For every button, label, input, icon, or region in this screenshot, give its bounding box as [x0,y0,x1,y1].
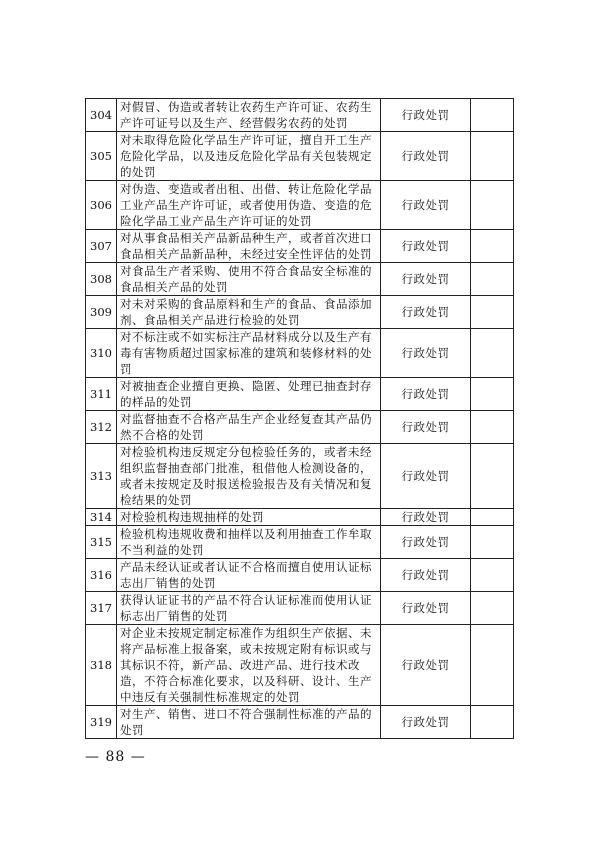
row-number: 319 [86,706,117,739]
row-type: 行政处罚 [381,706,471,739]
table-row [86,296,514,329]
table-row [86,526,514,559]
row-type: 行政处罚 [381,181,471,230]
row-blank-cell [471,592,514,625]
row-item: 对监督抽查不合格产品生产企业经复查其产品仍然不合格的处罚 [117,411,381,444]
table-row [86,706,514,739]
row-item: 获得认证证书的产品不符合认证标准而使用认证标志出厂销售的处罚 [117,592,381,625]
row-blank-cell [471,444,514,509]
row-number: 306 [86,181,117,230]
row-blank-cell [471,329,514,378]
row-item: 对从事食品相关产品新品种生产，或者首次进口食品相关产品新品种，未经过安全性评估的处罚 [117,230,381,263]
row-number: 311 [86,378,117,411]
table-row [86,592,514,625]
row-number: 304 [86,99,117,132]
row-type: 行政处罚 [381,263,471,296]
table-row [86,132,514,181]
table-row [86,625,514,706]
row-blank-cell [471,411,514,444]
row-type: 行政处罚 [381,444,471,509]
row-item: 对检验机构违反规定分包检验任务的，或者未经组织监督抽查部门批准，租借他人检测设备的，或者未按规定及时报送检验报告及有关情况和复检结果的处罚 [117,444,381,509]
table-row [86,329,514,378]
row-blank-cell [471,378,514,411]
row-blank-cell [471,509,514,526]
page-number: — 88 — [85,749,146,765]
row-type: 行政处罚 [381,132,471,181]
row-item: 对不标注或不如实标注产品材料成分以及生产有毒有害物质超过国家标准的建筑和装修材料的处罚 [117,329,381,378]
row-type: 行政处罚 [381,526,471,559]
row-blank-cell [471,706,514,739]
row-number: 317 [86,592,117,625]
row-number: 305 [86,132,117,181]
row-blank-cell [471,99,514,132]
row-number: 308 [86,263,117,296]
row-blank-cell [471,263,514,296]
row-item: 对未对采购的食品原料和生产的食品、食品添加剂、食品相关产品进行检验的处罚 [117,296,381,329]
row-blank-cell [471,526,514,559]
table-row [86,230,514,263]
table-row [86,509,514,526]
row-type: 行政处罚 [381,296,471,329]
table-row [86,263,514,296]
row-number: 315 [86,526,117,559]
table-row [86,444,514,509]
row-type: 行政处罚 [381,411,471,444]
row-number: 316 [86,559,117,592]
table-row [86,181,514,230]
row-type: 行政处罚 [381,509,471,526]
table-body [86,99,514,739]
row-item: 对企业未按规定制定标准作为组织生产依据、未将产品标准上报备案，或未按规定附有标识或与其标识不符，新产品、改进产品、进行技术改造，不符合标准化要求，以及科研、设计、生产中违反有关强制性标准规定的处罚 [117,625,381,706]
row-item: 对检验机构违规抽样的处罚 [117,509,381,526]
table-row [86,99,514,132]
row-number: 309 [86,296,117,329]
row-item: 产品未经认证或者认证不合格而擅自使用认证标志出厂销售的处罚 [117,559,381,592]
row-type: 行政处罚 [381,378,471,411]
row-blank-cell [471,625,514,706]
row-number: 307 [86,230,117,263]
row-item: 对生产、销售、进口不符合强制性标准的产品的处罚 [117,706,381,739]
row-type: 行政处罚 [381,559,471,592]
row-blank-cell [471,181,514,230]
row-item: 对伪造、变造或者出租、出借、转让危险化学品工业产品生产许可证，或者使用伪造、变造的危险化学品工业产品生产许可证的处罚 [117,181,381,230]
row-item: 对食品生产者采购、使用不符合食品安全标准的食品相关产品的处罚 [117,263,381,296]
table-row [86,378,514,411]
row-blank-cell [471,296,514,329]
row-number: 310 [86,329,117,378]
row-blank-cell [471,230,514,263]
row-item: 检验机构违规收费和抽样以及利用抽查工作牟取不当利益的处罚 [117,526,381,559]
row-blank-cell [471,132,514,181]
row-number: 318 [86,625,117,706]
table-row [86,559,514,592]
row-item: 对假冒、伪造或者转让农药生产许可证、农药生产许可证号以及生产、经营假劣农药的处罚 [117,99,381,132]
row-type: 行政处罚 [381,329,471,378]
authority-list-table [85,98,514,739]
row-type: 行政处罚 [381,625,471,706]
row-item: 对被抽查企业擅自更换、隐匿、处理已抽查封存的样品的处罚 [117,378,381,411]
table-row [86,411,514,444]
row-number: 314 [86,509,117,526]
row-number: 312 [86,411,117,444]
row-blank-cell [471,559,514,592]
row-type: 行政处罚 [381,230,471,263]
row-type: 行政处罚 [381,99,471,132]
row-item: 对未取得危险化学品生产许可证，擅自开工生产危险化学品，以及违反危险化学品有关包装规定的处罚 [117,132,381,181]
row-type: 行政处罚 [381,592,471,625]
row-number: 313 [86,444,117,509]
